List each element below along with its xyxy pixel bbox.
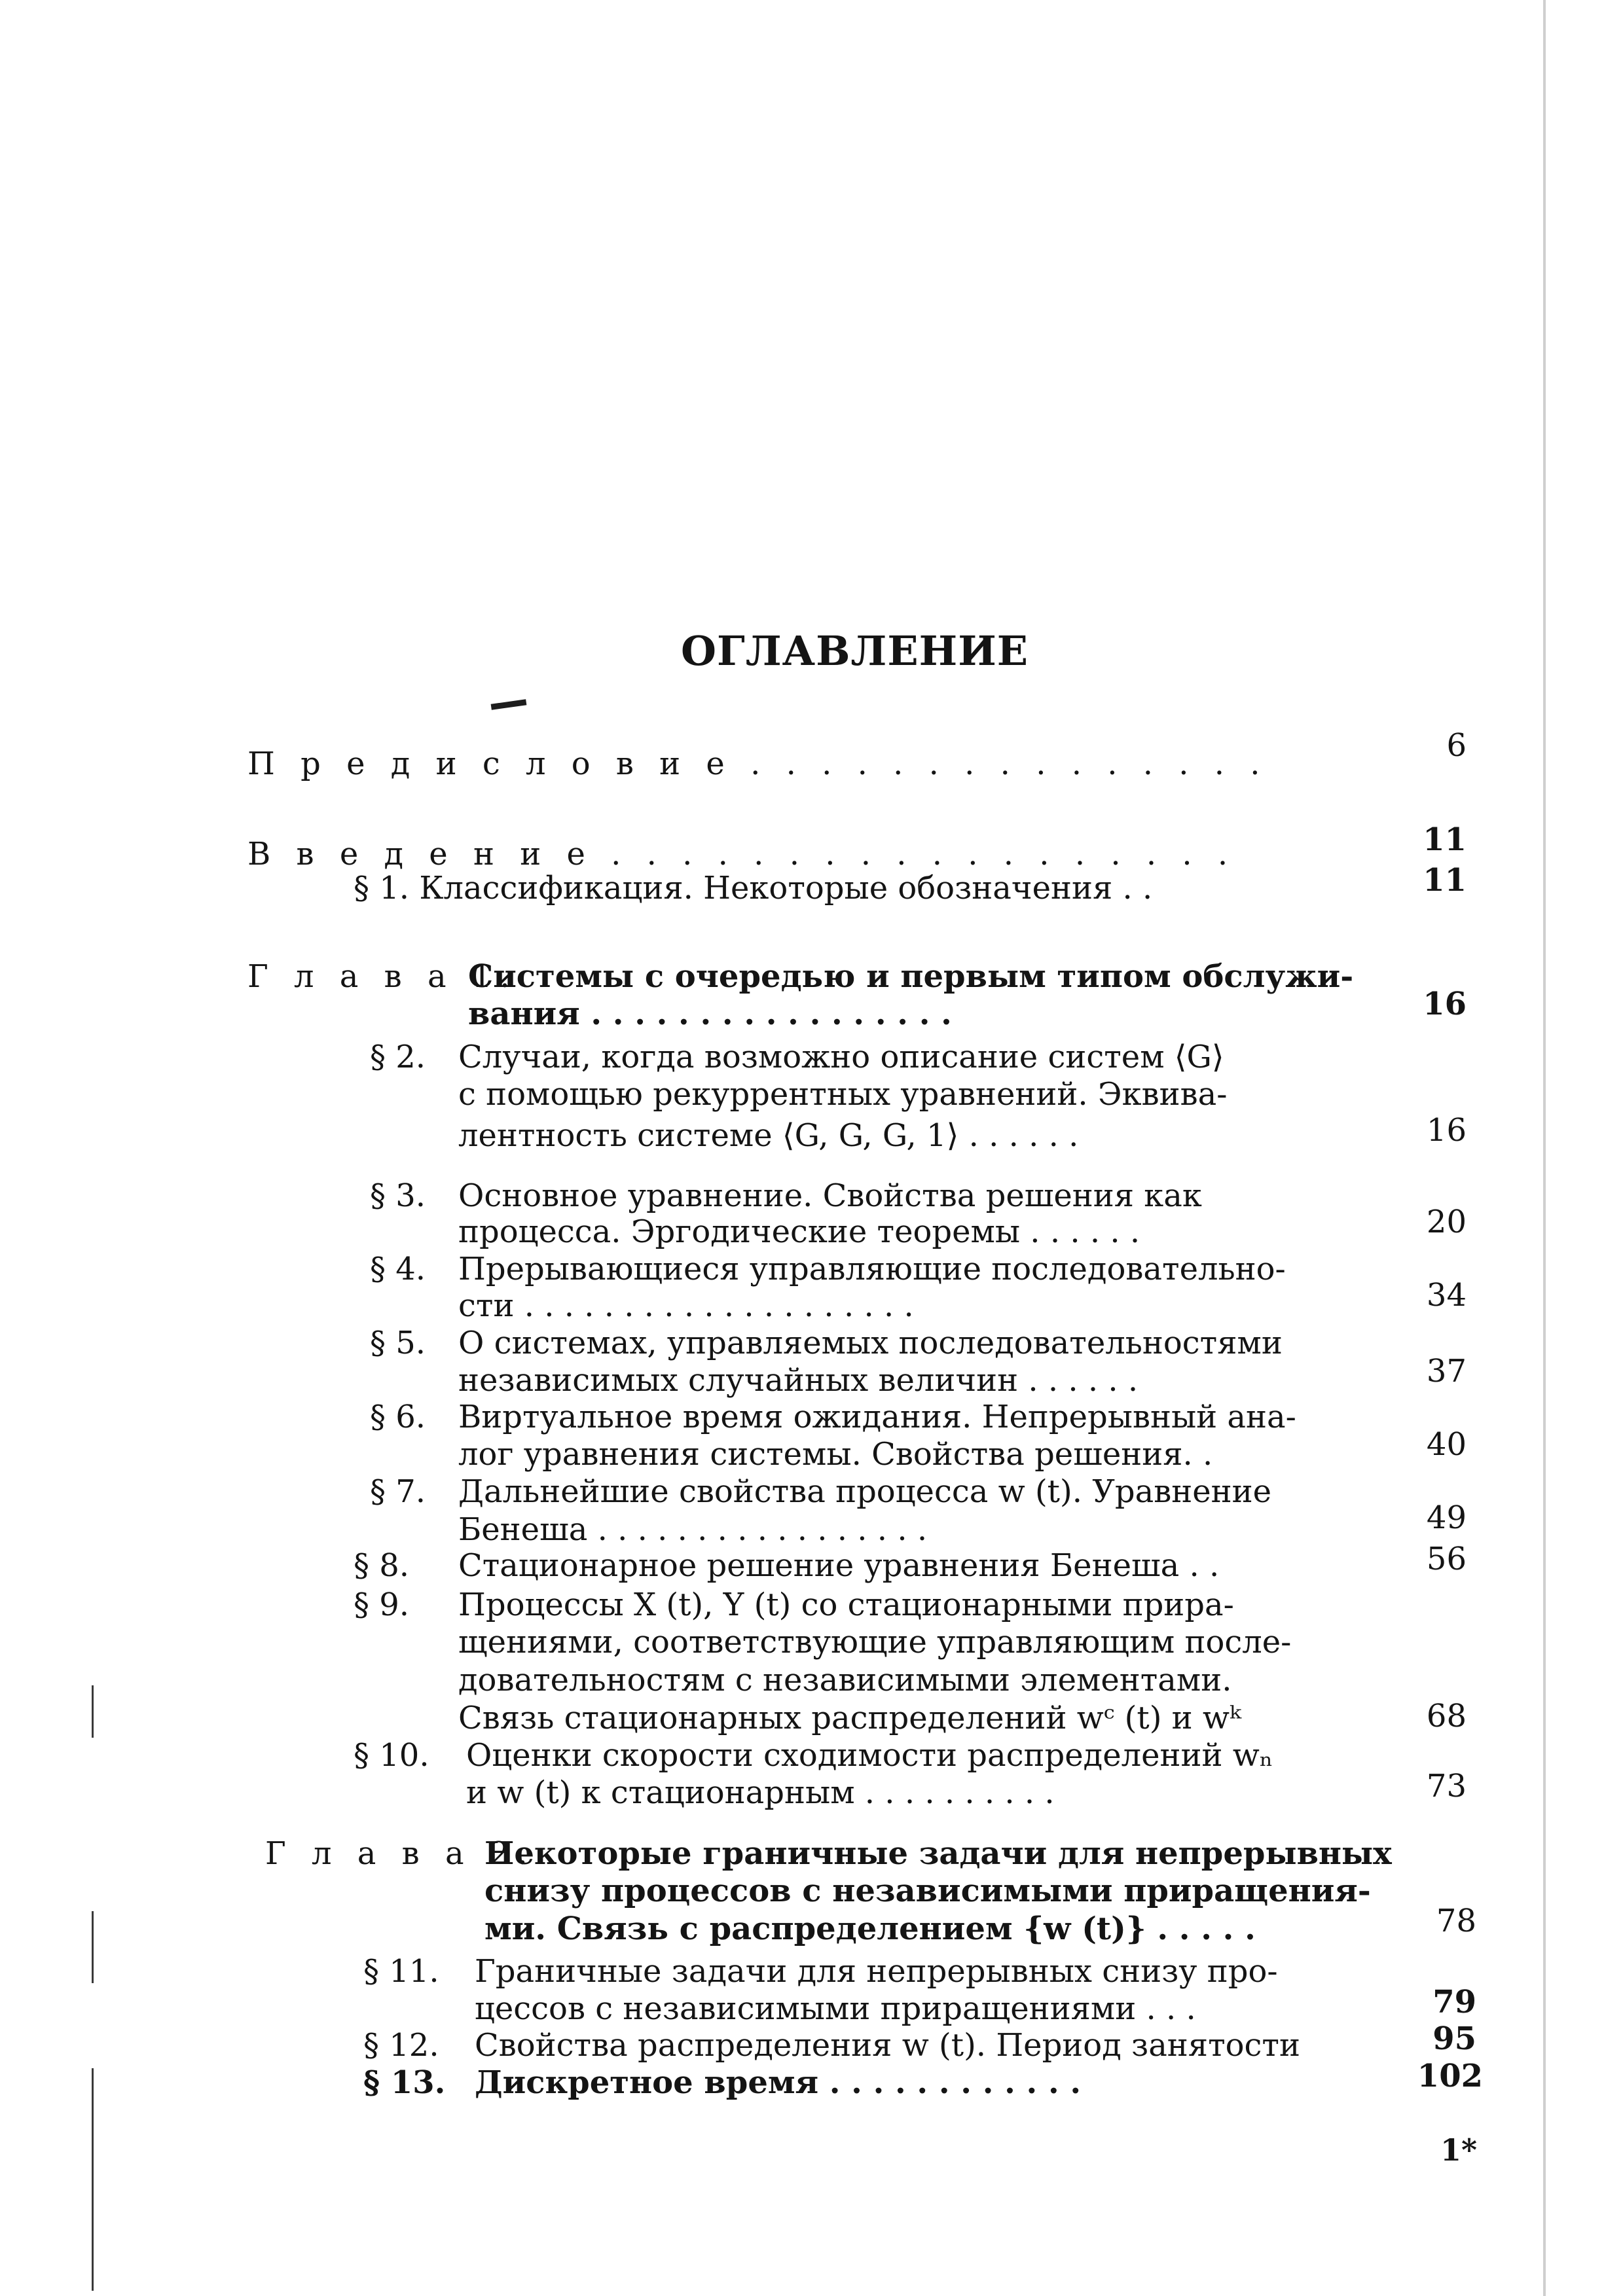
toc-page-number: 16 (1426, 1112, 1467, 1149)
toc-entry-text: процесса. Эргодические теоремы . . . . . . (458, 1213, 1140, 1250)
toc-chapter-title: ми. Связь с распределением {w (t)} . . . . . (484, 1910, 1256, 1947)
toc-section-number: § 5. (370, 1325, 426, 1361)
toc-entry-text: щениями, соответствующие управляющим после- (458, 1624, 1292, 1660)
margin-mark (92, 1911, 94, 1983)
toc-entry-text: независимых случайных величин . . . . . . (458, 1362, 1139, 1399)
toc-chapter-title: снизу процессов с независимыми приращения- (484, 1873, 1371, 1909)
toc-entry-text: Связь стационарных распределений wᶜ (t) и wᵏ (458, 1700, 1241, 1736)
toc-section-number: § 13. (363, 2064, 446, 2101)
toc-section-number: § 9. (354, 1587, 410, 1623)
toc-entry-text: и w (t) к стационарным . . . . . . . . . . (466, 1774, 1055, 1811)
toc-page-number: 102 (1417, 2058, 1483, 2094)
toc-page-number: 78 (1436, 1903, 1476, 1939)
toc-chapter-title: Некоторые граничные задачи для непрерывных (484, 1835, 1392, 1872)
toc-entry-text: Прерывающиеся управляющие последовательно- (458, 1251, 1286, 1287)
toc-entry-text: Виртуальное время ожидания. Непрерывный ана- (458, 1399, 1296, 1435)
toc-entry-text: лентность системе ⟨G, G, G, 1⟩ . . . . . . (458, 1117, 1079, 1154)
toc-page-number: 11 (1423, 821, 1467, 858)
toc-entry-text: Дискретное время . . . . . . . . . . . . (475, 2064, 1082, 2101)
toc-section-number: § 2. (370, 1039, 426, 1075)
margin-mark (92, 2068, 94, 2291)
toc-section-number: § 8. (354, 1547, 410, 1584)
toc-entry-preface: П р е д и с л о в и е . . . . . . . . . . . . . . . (247, 745, 1268, 782)
toc-page-number: 95 (1432, 2020, 1476, 2057)
toc-page-number: 73 (1426, 1768, 1467, 1804)
signature-mark: 1* (1440, 2132, 1478, 2168)
toc-page-number: 40 (1426, 1426, 1467, 1463)
page-edge-line (1543, 0, 1546, 2296)
toc-page-number: 49 (1426, 1499, 1467, 1536)
toc-chapter-title: Системы с очередью и первым типом обслужи- (468, 958, 1354, 995)
toc-entry-text: О системах, управляемых последовательностями (458, 1325, 1283, 1361)
toc-entry-text: Граничные задачи для непрерывных снизу про- (475, 1953, 1278, 1990)
toc-page-number: 34 (1426, 1277, 1467, 1314)
toc-entry-text: Основное уравнение. Свойства решения как (458, 1177, 1202, 1214)
toc-page-number: 6 (1446, 727, 1467, 764)
toc-section-number: § 6. (370, 1399, 426, 1435)
toc-section-number: § 4. (370, 1251, 426, 1287)
page-title: ОГЛАВЛЕНИЕ (681, 627, 1029, 675)
toc-chapter-title: вания . . . . . . . . . . . . . . . . . (468, 996, 952, 1032)
toc-section-number: § 3. (370, 1177, 426, 1214)
toc-entry-text: Дальнейшие свойства процесса w (t). Уравнение (458, 1473, 1272, 1510)
toc-entry-text: Бенеша . . . . . . . . . . . . . . . . . (458, 1511, 928, 1548)
toc-entry-text: сти . . . . . . . . . . . . . . . . . . . . (458, 1287, 914, 1324)
toc-entry-text: лог уравнения системы. Свойства решения. . (458, 1436, 1213, 1473)
toc-section-number: § 10. (354, 1737, 429, 1774)
decorative-dash (491, 699, 527, 709)
toc-entry-text: Случаи, когда возможно описание систем ⟨G⟩ (458, 1039, 1224, 1075)
toc-page-number: 79 (1432, 1984, 1476, 2020)
toc-page-number: 68 (1426, 1698, 1467, 1734)
toc-entry-introduction: В в е д е н и е . . . . . . . . . . . . . . . . . . (247, 836, 1236, 872)
toc-section-number: § 7. (370, 1473, 426, 1510)
toc-chapter-label: Г л а в а 1. (247, 958, 518, 995)
toc-entry-text: довательностям с независимыми элементами. (458, 1662, 1232, 1698)
toc-entry-text: с помощью рекуррентных уравнений. Эквива- (458, 1076, 1228, 1113)
margin-mark (92, 1685, 94, 1738)
toc-page-number: 11 (1423, 862, 1467, 899)
toc-entry-text: Оценки скорости сходимости распределений wₙ (466, 1737, 1273, 1774)
toc-section-number: § 11. (363, 1953, 439, 1990)
toc-entry-section-1: § 1. Классификация. Некоторые обозначения . . (354, 870, 1153, 906)
toc-entry-text: Свойства распределения w (t). Период занятости (475, 2027, 1300, 2064)
toc-chapter-label: Г л а в а 2. (265, 1835, 536, 1872)
toc-page-number: 37 (1426, 1353, 1467, 1390)
toc-page-number: 16 (1423, 986, 1467, 1022)
toc-entry-text: Стационарное решение уравнения Бенеша . . (458, 1547, 1220, 1584)
toc-page-number: 56 (1426, 1541, 1467, 1577)
toc-section-number: § 12. (363, 2027, 439, 2064)
toc-entry-text: Процессы X (t), Y (t) со стационарными прира- (458, 1587, 1234, 1623)
toc-entry-text: цессов с независимыми приращениями . . . (475, 1990, 1196, 2027)
toc-page-number: 20 (1426, 1204, 1467, 1240)
